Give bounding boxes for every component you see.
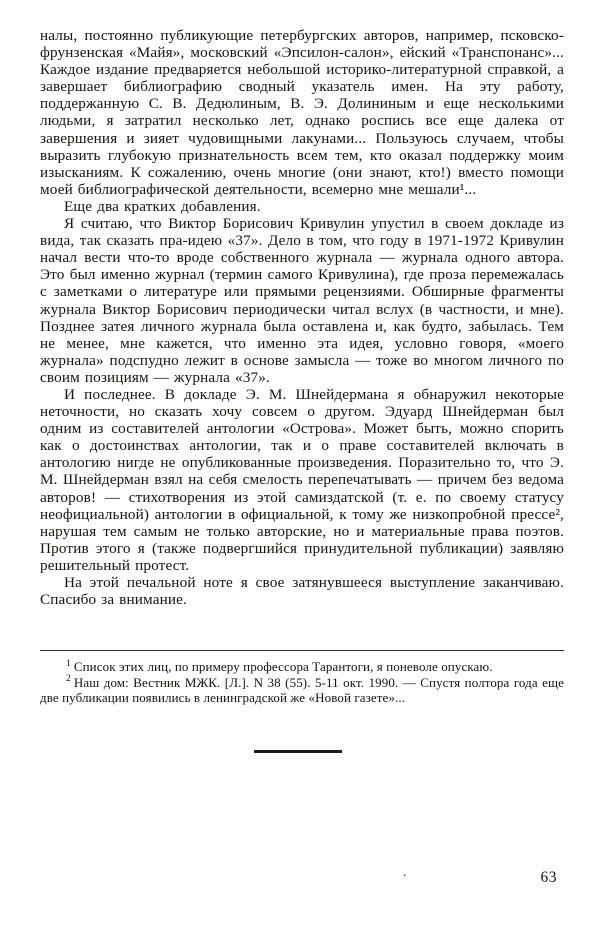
paragraph-closing: На этой печальной ноте я свое затянувшееся выступление заканчиваю. Спасибо за внимание. bbox=[40, 574, 564, 609]
footnote-1-text: Список этих лиц, по примеру профессора Тарантоги, я поневоле опускаю. bbox=[73, 659, 493, 675]
footnotes-section bbox=[40, 659, 564, 706]
footnote-item-2 bbox=[40, 675, 564, 706]
end-of-text-divider bbox=[254, 750, 342, 753]
paragraph-additions-intro: Еще два кратких добавления. bbox=[64, 197, 261, 215]
stray-period-mark: . bbox=[403, 864, 407, 879]
footnote-item-1 bbox=[40, 659, 564, 675]
footnote-separator-rule bbox=[40, 650, 564, 651]
main-text-block bbox=[40, 27, 564, 753]
paragraph-continuation: налы, постоянно публикующие петербургских авторов, например, псковско-фрунзенская «Майя», московский «Эпсилон-салон», ейский «Транспонанс»... Каждое издание предваряется небольшой историко-литературной справкой, а завершает библиографию сводный указатель имен. На эту работу, поддержанную С. В. Дедюлиным, В. Э. Долининым и еще несколькими людьми, я затратил несколько лет, однако роспись все еще далека от завершения и зияет чудовищными лакунами... Пользуюсь случаем, чтобы выразить глубокую признательность всем тем, кто оказал поддержку моим изысканиям. К сожалению, очень многие (они знают, кто!) вместо помощи моей библиографической деятельности, всемерно мне мешали¹... bbox=[40, 27, 564, 198]
footnote-2-marker: 2 bbox=[66, 674, 71, 685]
page-number: 63 bbox=[540, 869, 557, 886]
footnote-1-marker: 1 bbox=[66, 658, 71, 669]
paragraph-krivulin-journal: Я считаю, что Виктор Борисович Кривулин упустил в своем докладе из вида, так сказать пра-идею «37». Дело в том, что году в 1971-1972 Кривулин начал вести что-то вроде собственного журнала — журнала одного автора. Это был именно журнал (термин самого Кривулина), где проза перемежалась с заметками о литературе или прямыми рецензиями. Обширные фрагменты журнала Виктор Борисович периодически читал вслух (в частности, и мне). Позднее затея личного журнала была оставлена и, как будто, забылась. Тем не менее, мне кажется, что именно эта идея, условно говоря, «моего журнала» подспудно лежит в основе замысла — тоже во многом личного по своим позициям — журнала «37». bbox=[40, 215, 564, 386]
paragraph-shneyderman-protest: И последнее. В докладе Э. М. Шнейдермана я обнаружил некоторые неточности, но сказать хочу совсем о другом. Эдуард Шнейдерман был одним из составителей антологии «Острова». Может быть, можно спорить как о достоинствах антологии, так и о праве составителей включать в антологию нигде не опубликованные произведения. Поразительно то, что Э. М. Шнейдерман взял на себя смелость перепечатывать — причем без ведома авторов! — стихотворения из этой самиздатской (т. е. по своему статусу неофициальной) антологии в официальной, к тому же низкопробной прессе², нарушая тем самым не только авторские, но и материальные права поэтов. Против этого я (также подвергшийся принудительной публикации) заявляю решительный протест. bbox=[40, 385, 564, 574]
footnote-2-text: Наш дом: Вестник МЖК. [Л.]. N 38 (55). 5-11 окт. 1990. — Спустя полтора года еще две публикации появились в ленинградской же «Новой газете»... bbox=[40, 674, 564, 706]
